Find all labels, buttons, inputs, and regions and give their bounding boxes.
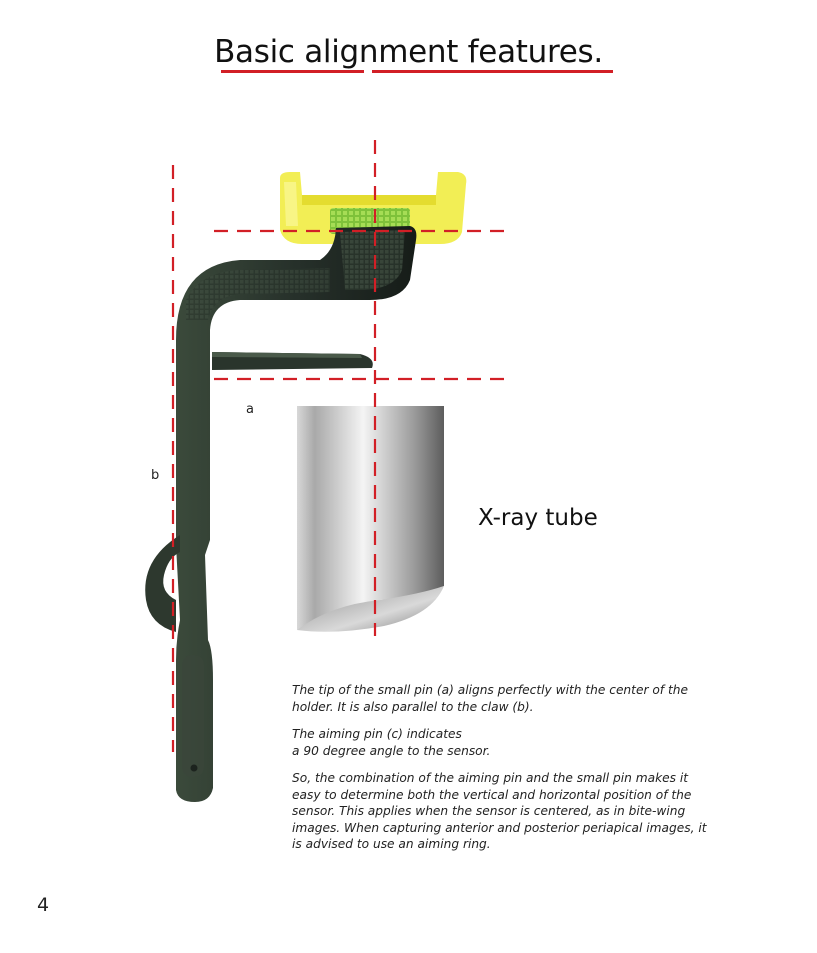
- label-a: a: [246, 402, 254, 417]
- xray-tube-label: X-ray tube: [478, 505, 598, 531]
- page-title: Basic alignment features.: [214, 34, 603, 70]
- xray-tube: [297, 406, 444, 632]
- page-number: 4: [37, 894, 50, 916]
- body-paragraph-3: So, the combination of the aiming pin and the small pin makes it easy to determine both the vertical and horizontal position of the sensor. This applies when the sensor is centered, as in bite-wing images. When capturing anterior and posterior periapical images, it is advised to use an aiming ring.: [292, 771, 707, 851]
- body-paragraph-2: The aiming pin (c) indicates a 90 degree angle to the sensor.: [292, 727, 491, 758]
- label-b: b: [151, 468, 160, 483]
- body-paragraph-1: The tip of the small pin (a) aligns perfectly with the center of the holder. It is also parallel to the claw (b).: [292, 683, 688, 714]
